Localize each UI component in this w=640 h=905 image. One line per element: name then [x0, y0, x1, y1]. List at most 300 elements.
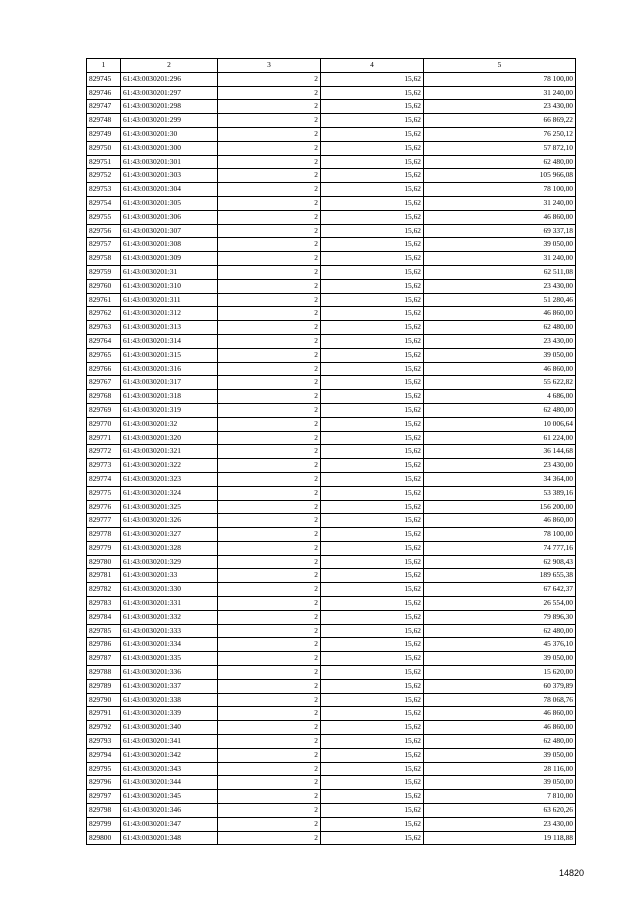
col3-cell: 2: [218, 541, 321, 555]
table-row: [87, 390, 576, 404]
col3-cell: 2: [218, 100, 321, 114]
amount-cell: 4 686,00: [424, 390, 576, 404]
cadastral-number-cell: 61:43:0030201:321: [121, 445, 218, 459]
col3-cell: 2: [218, 528, 321, 542]
col4-cell: 15,62: [321, 72, 424, 86]
col3-cell: 2: [218, 472, 321, 486]
col3-cell: 2: [218, 817, 321, 831]
col4-cell: 15,62: [321, 417, 424, 431]
row-number-cell: 829754: [87, 196, 121, 210]
table-row: [87, 293, 576, 307]
table-row: [87, 100, 576, 114]
table-row: [87, 376, 576, 390]
row-number-cell: 829751: [87, 155, 121, 169]
col4-cell: 15,62: [321, 362, 424, 376]
col4-cell: 15,62: [321, 514, 424, 528]
amount-cell: 62 480,00: [424, 321, 576, 335]
amount-cell: 23 430,00: [424, 334, 576, 348]
cadastral-number-cell: 61:43:0030201:31: [121, 265, 218, 279]
row-number-cell: 829771: [87, 431, 121, 445]
row-number-cell: 829761: [87, 293, 121, 307]
col3-cell: 2: [218, 114, 321, 128]
table-row: [87, 817, 576, 831]
row-number-cell: 829790: [87, 693, 121, 707]
col4-cell: 15,62: [321, 307, 424, 321]
col3-cell: 2: [218, 279, 321, 293]
amount-cell: 46 860,00: [424, 210, 576, 224]
cadastral-number-cell: 61:43:0030201:328: [121, 541, 218, 555]
cadastral-number-cell: 61:43:0030201:335: [121, 652, 218, 666]
col4-cell: 15,62: [321, 597, 424, 611]
col4-cell: 15,62: [321, 624, 424, 638]
amount-cell: 76 250,12: [424, 127, 576, 141]
amount-cell: 19 118,88: [424, 831, 576, 845]
cadastral-number-cell: 61:43:0030201:319: [121, 403, 218, 417]
cadastral-number-cell: 61:43:0030201:308: [121, 238, 218, 252]
col4-cell: 15,62: [321, 721, 424, 735]
cadastral-number-cell: 61:43:0030201:339: [121, 707, 218, 721]
table-row: [87, 831, 576, 845]
row-number-cell: 829756: [87, 224, 121, 238]
amount-cell: 26 554,00: [424, 597, 576, 611]
cadastral-number-cell: 61:43:0030201:309: [121, 252, 218, 266]
col4-cell: 15,62: [321, 376, 424, 390]
row-number-cell: 829792: [87, 721, 121, 735]
table-row: [87, 707, 576, 721]
table-row: [87, 307, 576, 321]
row-number-cell: 829772: [87, 445, 121, 459]
cadastral-number-cell: 61:43:0030201:312: [121, 307, 218, 321]
col4-cell: 15,62: [321, 486, 424, 500]
row-number-cell: 829760: [87, 279, 121, 293]
row-number-cell: 829762: [87, 307, 121, 321]
table-row: [87, 445, 576, 459]
row-number-cell: 829783: [87, 597, 121, 611]
amount-cell: 39 050,00: [424, 776, 576, 790]
col4-cell: 15,62: [321, 638, 424, 652]
cadastral-number-cell: 61:43:0030201:310: [121, 279, 218, 293]
table-row: [87, 666, 576, 680]
column-header-1: 1: [87, 59, 121, 73]
row-number-cell: 829765: [87, 348, 121, 362]
col4-cell: 15,62: [321, 776, 424, 790]
amount-cell: 46 860,00: [424, 362, 576, 376]
cadastral-number-cell: 61:43:0030201:318: [121, 390, 218, 404]
col3-cell: 2: [218, 500, 321, 514]
row-number-cell: 829758: [87, 252, 121, 266]
cadastral-number-cell: 61:43:0030201:345: [121, 790, 218, 804]
col4-cell: 15,62: [321, 265, 424, 279]
row-number-cell: 829789: [87, 679, 121, 693]
table-row: [87, 431, 576, 445]
amount-cell: 105 966,08: [424, 169, 576, 183]
cadastral-number-cell: 61:43:0030201:33: [121, 569, 218, 583]
col4-cell: 15,62: [321, 183, 424, 197]
col4-cell: 15,62: [321, 321, 424, 335]
col3-cell: 2: [218, 265, 321, 279]
amount-cell: 189 655,38: [424, 569, 576, 583]
col4-cell: 15,62: [321, 114, 424, 128]
col3-cell: 2: [218, 486, 321, 500]
col4-cell: 15,62: [321, 610, 424, 624]
col3-cell: 2: [218, 666, 321, 680]
table-row: [87, 583, 576, 597]
amount-cell: 62 480,00: [424, 735, 576, 749]
table-row: [87, 155, 576, 169]
cadastral-number-cell: 61:43:0030201:334: [121, 638, 218, 652]
col4-cell: 15,62: [321, 445, 424, 459]
col3-cell: 2: [218, 776, 321, 790]
table-row: [87, 238, 576, 252]
table-row: [87, 693, 576, 707]
col3-cell: 2: [218, 183, 321, 197]
amount-cell: 39 050,00: [424, 652, 576, 666]
col3-cell: 2: [218, 196, 321, 210]
cadastral-number-cell: 61:43:0030201:300: [121, 141, 218, 155]
col3-cell: 2: [218, 390, 321, 404]
row-number-cell: 829764: [87, 334, 121, 348]
column-header-2: 2: [121, 59, 218, 73]
cadastral-number-cell: 61:43:0030201:299: [121, 114, 218, 128]
amount-cell: 51 280,46: [424, 293, 576, 307]
row-number-cell: 829773: [87, 459, 121, 473]
row-number-cell: 829768: [87, 390, 121, 404]
row-number-cell: 829800: [87, 831, 121, 845]
cadastral-number-cell: 61:43:0030201:343: [121, 762, 218, 776]
amount-cell: 23 430,00: [424, 279, 576, 293]
row-number-cell: 829753: [87, 183, 121, 197]
amount-cell: 34 364,00: [424, 472, 576, 486]
amount-cell: 156 200,00: [424, 500, 576, 514]
data-table: [86, 58, 576, 845]
row-number-cell: 829748: [87, 114, 121, 128]
cadastral-number-cell: 61:43:0030201:306: [121, 210, 218, 224]
table-row: [87, 748, 576, 762]
amount-cell: 57 872,10: [424, 141, 576, 155]
amount-cell: 69 337,18: [424, 224, 576, 238]
amount-cell: 23 430,00: [424, 100, 576, 114]
col3-cell: 2: [218, 417, 321, 431]
amount-cell: 23 430,00: [424, 459, 576, 473]
table-row: [87, 362, 576, 376]
table-row: [87, 569, 576, 583]
col4-cell: 15,62: [321, 100, 424, 114]
col3-cell: 2: [218, 583, 321, 597]
col4-cell: 15,62: [321, 817, 424, 831]
amount-cell: 55 622,82: [424, 376, 576, 390]
table-row: [87, 417, 576, 431]
row-number-cell: 829785: [87, 624, 121, 638]
amount-cell: 78 068,76: [424, 693, 576, 707]
amount-cell: 60 379,89: [424, 679, 576, 693]
cadastral-number-cell: 61:43:0030201:338: [121, 693, 218, 707]
col3-cell: 2: [218, 334, 321, 348]
col4-cell: 15,62: [321, 334, 424, 348]
col3-cell: 2: [218, 652, 321, 666]
col4-cell: 15,62: [321, 528, 424, 542]
col3-cell: 2: [218, 403, 321, 417]
row-number-cell: 829782: [87, 583, 121, 597]
col3-cell: 2: [218, 321, 321, 335]
row-number-cell: 829797: [87, 790, 121, 804]
amount-cell: 62 511,08: [424, 265, 576, 279]
amount-cell: 78 100,00: [424, 183, 576, 197]
col4-cell: 15,62: [321, 652, 424, 666]
table-row: [87, 196, 576, 210]
table-row: [87, 210, 576, 224]
cadastral-number-cell: 61:43:0030201:313: [121, 321, 218, 335]
col3-cell: 2: [218, 459, 321, 473]
row-number-cell: 829786: [87, 638, 121, 652]
col4-cell: 15,62: [321, 707, 424, 721]
col3-cell: 2: [218, 348, 321, 362]
cadastral-number-cell: 61:43:0030201:297: [121, 86, 218, 100]
table-row: [87, 514, 576, 528]
amount-cell: 28 116,00: [424, 762, 576, 776]
row-number-cell: 829763: [87, 321, 121, 335]
cadastral-number-cell: 61:43:0030201:304: [121, 183, 218, 197]
row-number-cell: 829779: [87, 541, 121, 555]
col3-cell: 2: [218, 86, 321, 100]
cadastral-number-cell: 61:43:0030201:305: [121, 196, 218, 210]
row-number-cell: 829776: [87, 500, 121, 514]
table-row: [87, 86, 576, 100]
table-row: [87, 348, 576, 362]
cadastral-number-cell: 61:43:0030201:347: [121, 817, 218, 831]
col3-cell: 2: [218, 169, 321, 183]
table-row: [87, 321, 576, 335]
col3-cell: 2: [218, 790, 321, 804]
table-row: [87, 638, 576, 652]
row-number-cell: 829755: [87, 210, 121, 224]
cadastral-number-cell: 61:43:0030201:342: [121, 748, 218, 762]
col4-cell: 15,62: [321, 735, 424, 749]
row-number-cell: 829757: [87, 238, 121, 252]
cadastral-number-cell: 61:43:0030201:317: [121, 376, 218, 390]
col4-cell: 15,62: [321, 500, 424, 514]
amount-cell: 46 860,00: [424, 707, 576, 721]
table-body: [87, 72, 576, 845]
amount-cell: 39 050,00: [424, 348, 576, 362]
table-row: [87, 403, 576, 417]
amount-cell: 46 860,00: [424, 721, 576, 735]
amount-cell: 62 480,00: [424, 155, 576, 169]
amount-cell: 10 006,64: [424, 417, 576, 431]
col4-cell: 15,62: [321, 348, 424, 362]
col3-cell: 2: [218, 127, 321, 141]
amount-cell: 7 810,00: [424, 790, 576, 804]
col4-cell: 15,62: [321, 472, 424, 486]
cadastral-number-cell: 61:43:0030201:336: [121, 666, 218, 680]
col3-cell: 2: [218, 610, 321, 624]
table-row: [87, 500, 576, 514]
cadastral-number-cell: 61:43:0030201:341: [121, 735, 218, 749]
col4-cell: 15,62: [321, 666, 424, 680]
row-number-cell: 829749: [87, 127, 121, 141]
amount-cell: 45 376,10: [424, 638, 576, 652]
cadastral-number-cell: 61:43:0030201:331: [121, 597, 218, 611]
col3-cell: 2: [218, 155, 321, 169]
col4-cell: 15,62: [321, 169, 424, 183]
col3-cell: 2: [218, 707, 321, 721]
row-number-cell: 829769: [87, 403, 121, 417]
amount-cell: 74 777,16: [424, 541, 576, 555]
table-header: [87, 59, 576, 73]
col3-cell: 2: [218, 679, 321, 693]
col3-cell: 2: [218, 445, 321, 459]
col4-cell: 15,62: [321, 155, 424, 169]
col3-cell: 2: [218, 238, 321, 252]
row-number-cell: 829794: [87, 748, 121, 762]
amount-cell: 61 224,00: [424, 431, 576, 445]
cadastral-number-cell: 61:43:0030201:325: [121, 500, 218, 514]
col3-cell: 2: [218, 569, 321, 583]
row-number-cell: 829796: [87, 776, 121, 790]
cadastral-number-cell: 61:43:0030201:332: [121, 610, 218, 624]
row-number-cell: 829781: [87, 569, 121, 583]
amount-cell: 78 100,00: [424, 528, 576, 542]
row-number-cell: 829788: [87, 666, 121, 680]
cadastral-number-cell: 61:43:0030201:337: [121, 679, 218, 693]
col4-cell: 15,62: [321, 431, 424, 445]
row-number-cell: 829793: [87, 735, 121, 749]
table-row: [87, 679, 576, 693]
row-number-cell: 829750: [87, 141, 121, 155]
table-row: [87, 265, 576, 279]
column-header-5: 5: [424, 59, 576, 73]
col3-cell: 2: [218, 721, 321, 735]
cadastral-number-cell: 61:43:0030201:324: [121, 486, 218, 500]
row-number-cell: 829795: [87, 762, 121, 776]
cadastral-number-cell: 61:43:0030201:315: [121, 348, 218, 362]
col3-cell: 2: [218, 748, 321, 762]
col3-cell: 2: [218, 362, 321, 376]
col3-cell: 2: [218, 514, 321, 528]
cadastral-number-cell: 61:43:0030201:348: [121, 831, 218, 845]
table-row: [87, 624, 576, 638]
col4-cell: 15,62: [321, 390, 424, 404]
row-number-cell: 829745: [87, 72, 121, 86]
row-number-cell: 829777: [87, 514, 121, 528]
amount-cell: 62 480,00: [424, 624, 576, 638]
cadastral-number-cell: 61:43:0030201:329: [121, 555, 218, 569]
row-number-cell: 829775: [87, 486, 121, 500]
col4-cell: 15,62: [321, 141, 424, 155]
amount-cell: 46 860,00: [424, 307, 576, 321]
col4-cell: 15,62: [321, 459, 424, 473]
row-number-cell: 829799: [87, 817, 121, 831]
cadastral-number-cell: 61:43:0030201:322: [121, 459, 218, 473]
col4-cell: 15,62: [321, 210, 424, 224]
table-row: [87, 459, 576, 473]
col4-cell: 15,62: [321, 569, 424, 583]
col4-cell: 15,62: [321, 224, 424, 238]
amount-cell: 63 620,26: [424, 804, 576, 818]
cadastral-number-cell: 61:43:0030201:344: [121, 776, 218, 790]
amount-cell: 62 908,43: [424, 555, 576, 569]
cadastral-number-cell: 61:43:0030201:307: [121, 224, 218, 238]
cadastral-number-cell: 61:43:0030201:316: [121, 362, 218, 376]
col3-cell: 2: [218, 638, 321, 652]
cadastral-number-cell: 61:43:0030201:296: [121, 72, 218, 86]
table-row: [87, 762, 576, 776]
table-row: [87, 790, 576, 804]
amount-cell: 15 620,00: [424, 666, 576, 680]
row-number-cell: 829780: [87, 555, 121, 569]
cadastral-number-cell: 61:43:0030201:320: [121, 431, 218, 445]
row-number-cell: 829767: [87, 376, 121, 390]
amount-cell: 62 480,00: [424, 403, 576, 417]
header-row: [87, 59, 576, 73]
table-row: [87, 486, 576, 500]
row-number-cell: 829774: [87, 472, 121, 486]
col3-cell: 2: [218, 804, 321, 818]
cadastral-number-cell: 61:43:0030201:340: [121, 721, 218, 735]
cadastral-number-cell: 61:43:0030201:30: [121, 127, 218, 141]
row-number-cell: 829766: [87, 362, 121, 376]
col4-cell: 15,62: [321, 279, 424, 293]
col4-cell: 15,62: [321, 127, 424, 141]
table-row: [87, 721, 576, 735]
table-row: [87, 252, 576, 266]
amount-cell: 31 240,00: [424, 252, 576, 266]
row-number-cell: 829770: [87, 417, 121, 431]
column-header-4: 4: [321, 59, 424, 73]
table-row: [87, 597, 576, 611]
table-row: [87, 224, 576, 238]
row-number-cell: 829759: [87, 265, 121, 279]
col3-cell: 2: [218, 224, 321, 238]
col4-cell: 15,62: [321, 196, 424, 210]
table-row: [87, 169, 576, 183]
col3-cell: 2: [218, 376, 321, 390]
col4-cell: 15,62: [321, 403, 424, 417]
row-number-cell: 829746: [87, 86, 121, 100]
amount-cell: 23 430,00: [424, 817, 576, 831]
table-row: [87, 72, 576, 86]
row-number-cell: 829798: [87, 804, 121, 818]
col3-cell: 2: [218, 141, 321, 155]
col3-cell: 2: [218, 293, 321, 307]
table-row: [87, 127, 576, 141]
col4-cell: 15,62: [321, 238, 424, 252]
row-number-cell: 829784: [87, 610, 121, 624]
row-number-cell: 829752: [87, 169, 121, 183]
table-row: [87, 114, 576, 128]
cadastral-number-cell: 61:43:0030201:333: [121, 624, 218, 638]
table-row: [87, 183, 576, 197]
col4-cell: 15,62: [321, 804, 424, 818]
col4-cell: 15,62: [321, 762, 424, 776]
col4-cell: 15,62: [321, 693, 424, 707]
table-row: [87, 652, 576, 666]
cadastral-number-cell: 61:43:0030201:330: [121, 583, 218, 597]
col3-cell: 2: [218, 735, 321, 749]
col3-cell: 2: [218, 252, 321, 266]
table-row: [87, 555, 576, 569]
col4-cell: 15,62: [321, 679, 424, 693]
cadastral-number-cell: 61:43:0030201:301: [121, 155, 218, 169]
amount-cell: 67 642,37: [424, 583, 576, 597]
amount-cell: 39 050,00: [424, 748, 576, 762]
table-row: [87, 279, 576, 293]
amount-cell: 36 144,68: [424, 445, 576, 459]
amount-cell: 31 240,00: [424, 196, 576, 210]
row-number-cell: 829778: [87, 528, 121, 542]
row-number-cell: 829791: [87, 707, 121, 721]
row-number-cell: 829747: [87, 100, 121, 114]
amount-cell: 31 240,00: [424, 86, 576, 100]
